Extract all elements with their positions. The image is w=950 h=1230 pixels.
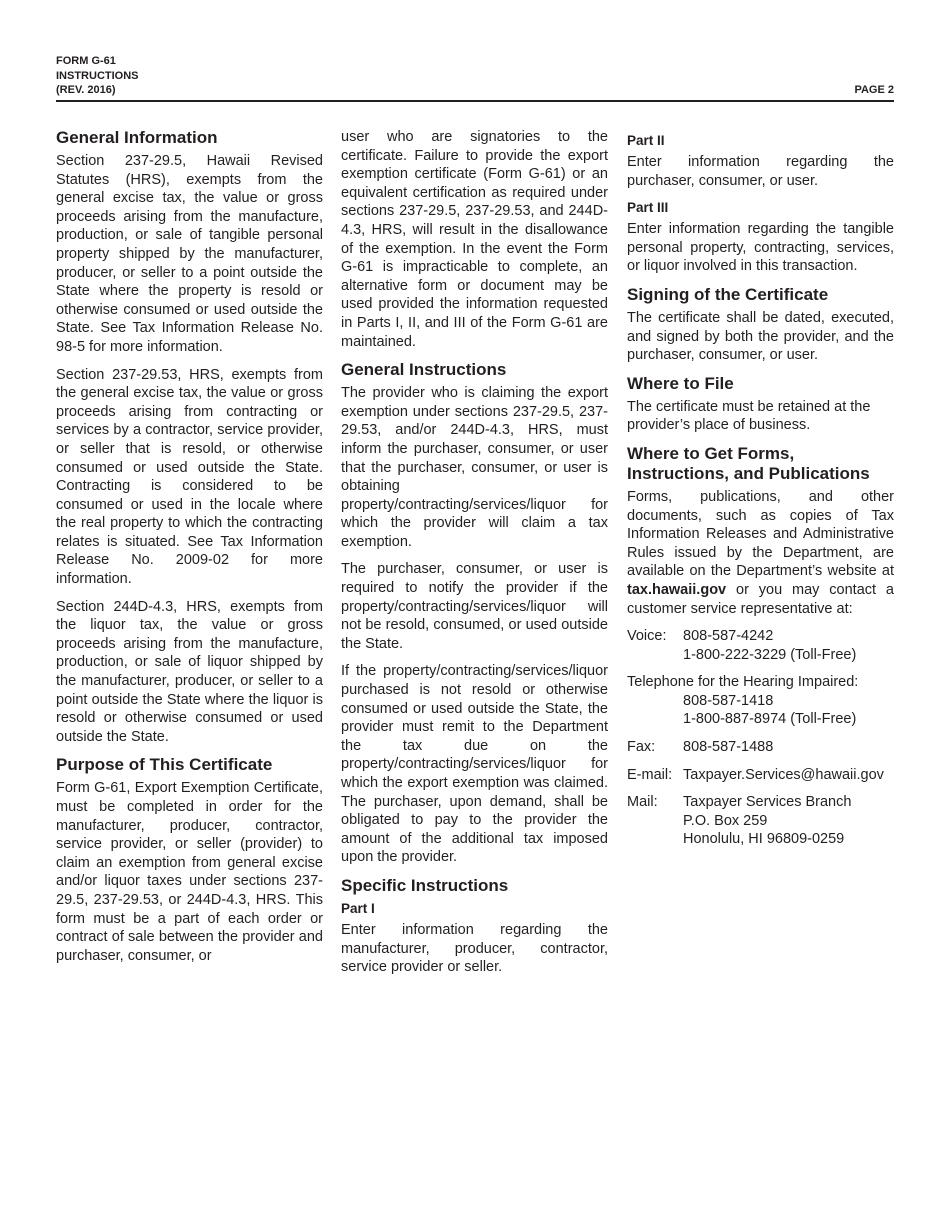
mail-line-3: Honolulu, HI 96809-0259 (683, 831, 845, 848)
general-info-paragraph-3: Section 244D-4.3, HRS, exempts from the liquor tax, the value or gross proceeds arising from the manufacture, production, or sale of liquor shipped by the manufacturer, producer, or seller to a point outside the State where the liquor is resold or otherwise consumed or used outside the State. (56, 598, 323, 745)
mail-line-1: Taxpayer Services Branch (683, 794, 852, 811)
part-2-heading: Part II (627, 133, 665, 148)
specific-instructions-heading: Specific Instructions (341, 875, 509, 895)
get-forms-text-before: Forms, publications, and other documents, such as copies of Tax Information Releases and Administrative Rules issued by the Department, are available on the Department’s website at (627, 488, 894, 580)
mail-line-2: P.O. Box 259 (683, 812, 768, 829)
tty-row (627, 673, 894, 729)
purpose-paragraph: Form G-61, Export Exemption Certificate, must be completed in order for the manufacturer, producer, contractor, service provider, or seller (provider) to claim an exemption from general excise and/or liquor taxes under sections 237-29.5, 237-29.53, or 244D-4.3, HRS. This form must be a part of each order or contract of sale between the provider and purchaser, consumer, or (56, 780, 323, 964)
general-info-paragraph-2: Section 237-29.53, HRS, exempts from the general excise tax, the value or gross proceeds arising from contracting or services by a contractor, service provider, or seller that is resold, or otherwise consumed or used outside the State. Contracting is considered to be consumed or used in the locale where the real property to which the contracting relates is situated. See Tax Information Release No. 2009-02 for more information. (56, 366, 323, 588)
mail-row (627, 793, 894, 849)
contact-list (627, 627, 894, 849)
where-to-file-text: The certificate must be retained at the provider’s place of business. (627, 398, 871, 434)
part-3-heading: Part III (627, 200, 669, 216)
purpose-paragraph-continued: user who are signatories to the certificate. Failure to provide the export exemption certificate (Form G-61) or an equivalent certification as required under sections 237-29.5, 237-29.53, and 244D-4.3, HRS, will result in the disallowance of the exemption. In the event the Form G-61 is impracticable to complete, an alternative form or document may be used provided the information requested in Parts I, II, and III of the Form G-61 are maintained. (341, 129, 608, 350)
tty-number-2: 1-800-887-8974 (Toll-Free) (683, 711, 857, 728)
get-forms-text (627, 488, 894, 618)
page-number: PAGE 2 (854, 84, 894, 96)
voice-number-1: 808-587-4242 (683, 628, 774, 645)
fax-label: Fax: (627, 739, 656, 756)
page-header (56, 54, 894, 98)
signing-heading: Signing of the Certificate (627, 284, 829, 304)
email-address[interactable]: Taxpayer.Services@hawaii.gov (683, 766, 884, 783)
part-1-text: Enter information regarding the manufacturer, producer, contractor, service provider or seller. (341, 921, 608, 976)
general-instructions-paragraph-3: If the property/contracting/services/liquor purchased is not resold or otherwise consumed or used outside the State, the provider must remit to the Department the tax due on the property/contracting/services/liquor for which the export exemption was claimed. The purchaser, upon demand, shall be obligated to pay to the provider the amount of the additional tax imposed upon the provider. (341, 663, 608, 866)
revision: (REV. 2016) (56, 84, 116, 96)
email-row (627, 766, 894, 785)
tty-number-1: 808-587-1418 (683, 692, 774, 709)
purpose-heading: Purpose of This Certificate (56, 755, 273, 775)
column-2 (341, 128, 608, 986)
general-instructions-heading: General Instructions (341, 360, 507, 380)
mail-label: Mail: (627, 794, 658, 811)
column-3 (627, 128, 894, 858)
email-label: E-mail: (627, 766, 673, 783)
get-forms-text-after: or you may contact a customer service representative at: (627, 581, 894, 617)
form-number: FORM G-61 (56, 55, 116, 67)
column-1 (56, 128, 323, 974)
fax-number: 808-587-1488 (683, 739, 774, 756)
voice-number-2: 1-800-222-3229 (Toll-Free) (683, 646, 857, 663)
part-2-text: Enter information regarding the purchaser, consumer, or user. (627, 154, 894, 189)
website-link[interactable]: tax.hawaii.gov (627, 581, 727, 598)
general-instructions-paragraph-2: The purchaser, consumer, or user is required to notify the provider if the property/contracting/services/liquor will not be resold, consumed, or used outside the State. (341, 561, 608, 652)
general-info-paragraph-1: Section 237-29.5, Hawaii Revised Statutes (HRS), exempts from the general excise tax, the value or gross proceeds arising from the manufacture, production, or sale of tangible personal property shipped by the manufacturer, producer, or seller to a point outside the State where the property is resold or otherwise consumed or used outside the State. See Tax Information Release No. 98-5 for more information. (56, 153, 323, 355)
voice-label: Voice: (627, 628, 667, 645)
where-to-file-heading: Where to File (627, 373, 734, 393)
general-information-heading: General Information (56, 128, 218, 147)
get-forms-heading: Where to Get Forms, Instructions, and Publications (627, 443, 870, 483)
part-1-heading: Part I (341, 900, 375, 916)
document-type: INSTRUCTIONS (56, 69, 139, 82)
part-3-text: Enter information regarding the tangible personal property, contracting, services, or liquor involved in this transaction. (627, 221, 894, 275)
signing-text: The certificate shall be dated, executed, and signed by both the provider, and the purchaser, consumer, or user. (627, 309, 894, 364)
tty-label: Telephone for the Hearing Impaired: (627, 674, 859, 691)
header-divider (56, 100, 894, 102)
fax-row (627, 738, 894, 757)
general-instructions-paragraph-1: The provider who is claiming the export exemption under sections 237-29.5, 237-29.53, and/or 244D-4.3, HRS, must inform the purchaser, consumer, or user that the purchaser, consumer, or user is obtaining property/contracting/services/liquor for which the provider will claim a tax exemption. (341, 385, 608, 550)
voice-row (627, 627, 894, 664)
